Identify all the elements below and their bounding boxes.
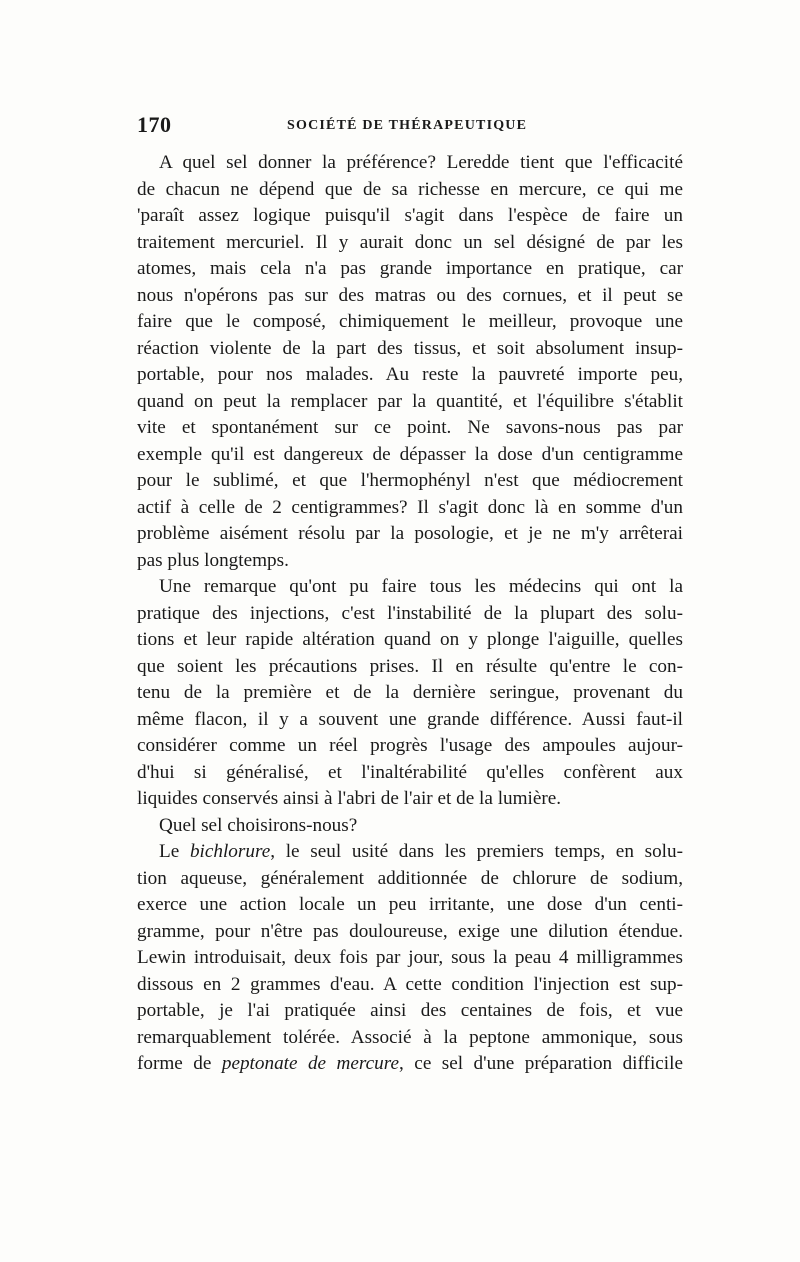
text-line: 'paraît assez logique puisqu'il s'agit dans l'espèce de faire un <box>137 205 683 226</box>
text-line: exerce une action locale un peu irritante, une dose d'un centi- <box>137 894 683 915</box>
page-number: 170 <box>137 112 172 137</box>
text-line: tenu de la première et de la dernière seringue, provenant du <box>137 682 683 703</box>
text-line: nous n'opérons pas sur des matras ou des cornues, et il peut se <box>137 284 683 306</box>
text-line: pas plus longtemps. <box>137 549 289 571</box>
text-line: liquides conservés ainsi à l'abri de l'air et de la lumière. <box>137 788 562 809</box>
text-line: forme de peptonate de mercure, ce sel d'une préparation difficile <box>137 1053 683 1074</box>
text-line: quand on peut la remplacer par la quantité, et l'équilibre s'établit <box>137 390 683 412</box>
text-line: considérer comme un réel progrès l'usage des ampoules aujour- <box>137 735 683 756</box>
text-line: d'hui si généralisé, et l'inaltérabilité qu'elles confèrent aux <box>137 761 683 783</box>
text-line: gramme, pour n'être pas douloureuse, exige une dilution étendue. <box>137 920 683 942</box>
text-line: tions et leur rapide altération quand on y plonge l'aiguille, quelles <box>137 629 683 650</box>
text-line: tion aqueuse, généralement additionnée de chlorure de sodium, <box>137 867 683 889</box>
text-line: dissous en 2 grammes d'eau. A cette condition l'injection est sup- <box>137 973 683 995</box>
text-line: faire que le composé, chimiquement le meilleur, provoque une <box>137 311 683 332</box>
text-line: A quel sel donner la préférence? Leredde tient que l'efficacité <box>159 152 683 173</box>
page-header <box>137 112 683 142</box>
text-line: Une remarque qu'ont pu faire tous les médecins qui ont la <box>159 576 683 597</box>
running-title: SOCIÉTÉ DE THÉRAPEUTIQUE <box>287 118 528 133</box>
text-line: même flacon, il y a souvent une grande différence. Aussi faut-il <box>137 708 683 730</box>
text-line: réaction violente de la part des tissus, et soit absolument insup- <box>137 337 683 359</box>
text-line: Quel sel choisirons-nous? <box>159 814 358 836</box>
text-line: remarquablement tolérée. Associé à la peptone ammonique, sous <box>137 1026 683 1048</box>
text-line: Lewin introduisait, deux fois par jour, sous la peau 4 milligrammes <box>137 947 683 968</box>
text-line: atomes, mais cela n'a pas grande importance en pratique, car <box>137 258 683 279</box>
text-line: que soient les précautions prises. Il en résulte qu'entre le con- <box>137 655 683 677</box>
text-line: traitement mercuriel. Il y aurait donc un sel désigné de par les <box>137 231 683 253</box>
text-line: exemple qu'il est dangereux de dépasser la dose d'un centigramme <box>137 443 683 465</box>
italic-term: peptonate de mercure <box>221 1053 400 1074</box>
text-line: problème aisément résolu par la posologie, et je ne m'y arrêterai <box>137 523 683 544</box>
text-line: Le bichlorure, le seul usité dans les premiers temps, en solu- <box>159 841 683 862</box>
text-line: portable, pour nos malades. Au reste la pauvreté importe peu, <box>137 364 683 385</box>
italic-term: bichlorure <box>189 841 271 862</box>
text-line: de chacun ne dépend que de sa richesse en mercure, ce qui me <box>137 178 683 200</box>
body-text <box>137 150 683 1078</box>
text-line: pratique des injections, c'est l'instabilité de la plupart des solu- <box>137 602 683 624</box>
text-line: portable, je l'ai pratiquée ainsi des centaines de fois, et vue <box>137 1000 683 1021</box>
text-line: actif à celle de 2 centigrammes? Il s'agit donc là en somme d'un <box>137 496 683 518</box>
text-line: pour le sublimé, et que l'hermophényl n'est que médiocrement <box>137 470 683 491</box>
text-line: vite et spontanément sur ce point. Ne savons-nous pas par <box>137 417 683 438</box>
